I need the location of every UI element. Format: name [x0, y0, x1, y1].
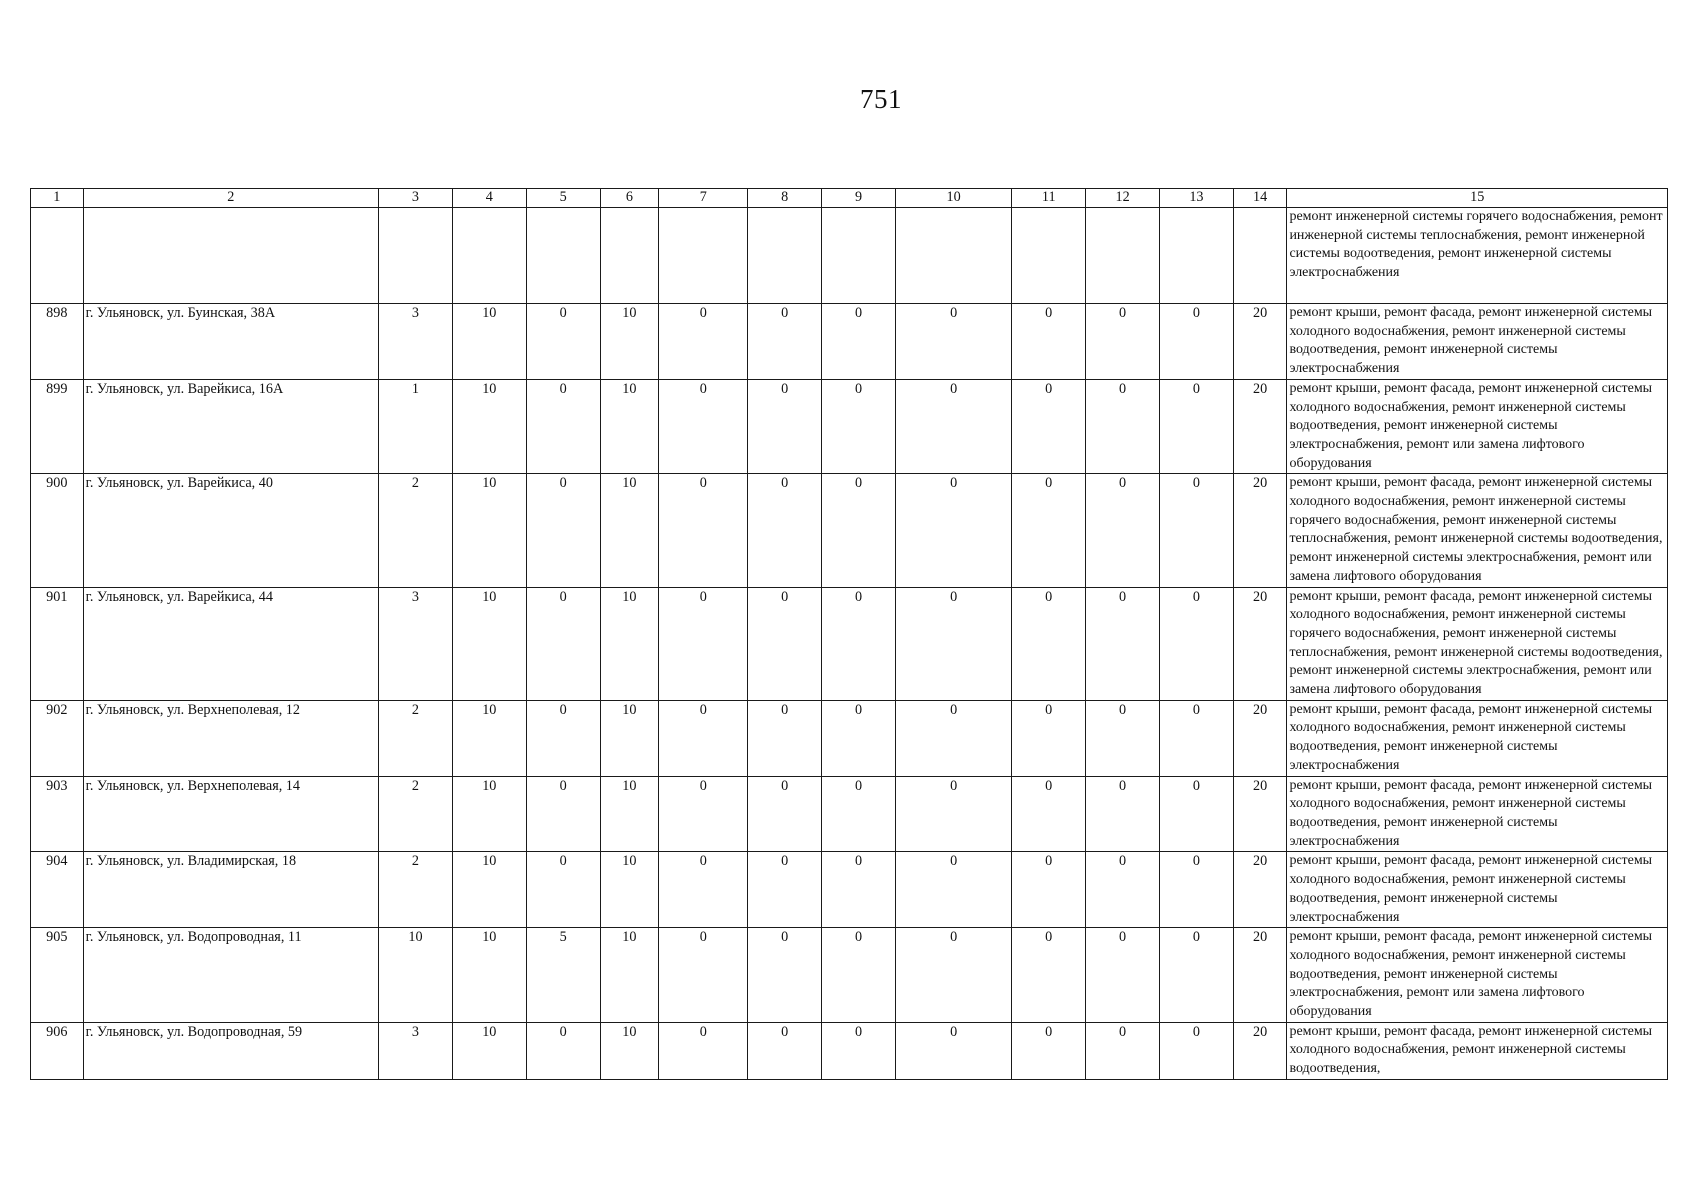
value-cell: 0: [1012, 379, 1086, 474]
value-cell: 20: [1233, 1022, 1287, 1079]
value-cell: 0: [822, 852, 896, 928]
value-cell: 0: [659, 474, 748, 587]
value-cell: 0: [1086, 700, 1160, 776]
column-number: 12: [1086, 189, 1160, 208]
address-cell: г. Ульяновск, ул. Варейкиса, 40: [83, 474, 378, 587]
value-cell: 0: [895, 700, 1011, 776]
value-cell: 20: [1233, 379, 1287, 474]
value-cell: 0: [1012, 852, 1086, 928]
column-number: 11: [1012, 189, 1086, 208]
value-cell: 10: [452, 776, 526, 852]
value-cell: 0: [1012, 587, 1086, 700]
value-cell: 3: [379, 1022, 453, 1079]
address-cell: г. Ульяновск, ул. Верхнеполевая, 12: [83, 700, 378, 776]
value-cell: 0: [748, 587, 822, 700]
value-cell: 0: [822, 474, 896, 587]
value-cell: 10: [600, 852, 659, 928]
value-cell: 10: [600, 700, 659, 776]
column-number: 10: [895, 189, 1011, 208]
address-cell: г. Ульяновск, ул. Варейкиса, 16А: [83, 379, 378, 474]
address-cell: г. Ульяновск, ул. Буинская, 38А: [83, 304, 378, 380]
value-cell: 0: [526, 304, 600, 380]
value-cell: 0: [1159, 928, 1233, 1023]
value-cell: 0: [1086, 474, 1160, 587]
value-cell: 20: [1233, 587, 1287, 700]
row-id: 901: [31, 587, 84, 700]
value-cell: 0: [895, 474, 1011, 587]
row-id: 898: [31, 304, 84, 380]
column-number: 4: [452, 189, 526, 208]
value-cell: 0: [1159, 1022, 1233, 1079]
table-row: [31, 587, 1668, 700]
value-cell: 0: [1012, 1022, 1086, 1079]
value-cell: 10: [452, 379, 526, 474]
works-cell: ремонт крыши, ремонт фасада, ремонт инженерной системы холодного водоснабжения, ремонт инженерной системы водоотведения, ремонт инженерной системы электроснабжения: [1287, 304, 1668, 380]
value-cell: 10: [600, 474, 659, 587]
page-number: 751: [860, 84, 902, 114]
value-cell: 0: [1086, 776, 1160, 852]
value-cell: 10: [452, 928, 526, 1023]
works-cell: ремонт крыши, ремонт фасада, ремонт инженерной системы холодного водоснабжения, ремонт инженерной системы горячего водоснабжения, ремонт инженерной системы теплоснабжения, ремонт инженерной системы водоотведения, ремонт инженерной системы электроснабжения, ремонт или замена лифтового оборудования: [1287, 474, 1668, 587]
works-cell: ремонт крыши, ремонт фасада, ремонт инженерной системы холодного водоснабжения, ремонт инженерной системы водоотведения,: [1287, 1022, 1668, 1079]
value-cell: 0: [748, 379, 822, 474]
value-cell: 0: [1159, 776, 1233, 852]
column-number: 1: [31, 189, 84, 208]
value-cell: 0: [1159, 700, 1233, 776]
works-cell: ремонт крыши, ремонт фасада, ремонт инженерной системы холодного водоснабжения, ремонт инженерной системы водоотведения, ремонт инженерной системы электроснабжения, ремонт или замена лифтового оборудования: [1287, 379, 1668, 474]
value-cell: 0: [822, 700, 896, 776]
address-cell: г. Ульяновск, ул. Верхнеполевая, 14: [83, 776, 378, 852]
table-row: [31, 700, 1668, 776]
continuation-row: [31, 208, 1668, 304]
value-cell: 10: [600, 587, 659, 700]
value-cell: 0: [822, 304, 896, 380]
column-number: 5: [526, 189, 600, 208]
value-cell: 0: [526, 852, 600, 928]
value-cell: 0: [748, 474, 822, 587]
value-cell: 0: [895, 1022, 1011, 1079]
column-number: 14: [1233, 189, 1287, 208]
value-cell: 20: [1233, 852, 1287, 928]
value-cell: 0: [1012, 474, 1086, 587]
value-cell: 10: [600, 379, 659, 474]
value-cell: 10: [600, 928, 659, 1023]
value-cell: 0: [822, 587, 896, 700]
value-cell: 0: [659, 304, 748, 380]
repair-registry-table: [30, 188, 1668, 1080]
works-cell: ремонт крыши, ремонт фасада, ремонт инженерной системы холодного водоснабжения, ремонт инженерной системы водоотведения, ремонт инженерной системы электроснабжения, ремонт или замена лифтового оборудования: [1287, 928, 1668, 1023]
value-cell: 0: [659, 700, 748, 776]
address-cell: г. Ульяновск, ул. Владимирская, 18: [83, 852, 378, 928]
value-cell: 0: [1159, 474, 1233, 587]
value-cell: 2: [379, 700, 453, 776]
value-cell: 10: [600, 1022, 659, 1079]
value-cell: 0: [1086, 928, 1160, 1023]
value-cell: 10: [452, 1022, 526, 1079]
value-cell: 0: [526, 776, 600, 852]
value-cell: 20: [1233, 304, 1287, 380]
value-cell: 3: [379, 587, 453, 700]
value-cell: 0: [748, 776, 822, 852]
value-cell: 20: [1233, 928, 1287, 1023]
value-cell: 5: [526, 928, 600, 1023]
column-number: 3: [379, 189, 453, 208]
value-cell: 0: [822, 776, 896, 852]
value-cell: 0: [895, 304, 1011, 380]
value-cell: 0: [1086, 1022, 1160, 1079]
column-number: 15: [1287, 189, 1668, 208]
value-cell: 0: [1159, 304, 1233, 380]
value-cell: 20: [1233, 700, 1287, 776]
column-number: 6: [600, 189, 659, 208]
value-cell: 0: [895, 379, 1011, 474]
value-cell: 0: [526, 379, 600, 474]
value-cell: 0: [1159, 379, 1233, 474]
column-number: 8: [748, 189, 822, 208]
value-cell: 0: [1086, 379, 1160, 474]
value-cell: 0: [822, 928, 896, 1023]
value-cell: 0: [659, 1022, 748, 1079]
value-cell: 10: [600, 776, 659, 852]
works-cell: ремонт крыши, ремонт фасада, ремонт инженерной системы холодного водоснабжения, ремонт инженерной системы горячего водоснабжения, ремонт инженерной системы теплоснабжения, ремонт инженерной системы водоотведения, ремонт инженерной системы электроснабжения, ремонт или замена лифтового оборудования: [1287, 587, 1668, 700]
column-number: 9: [822, 189, 896, 208]
table-row: [31, 1022, 1668, 1079]
value-cell: 0: [526, 587, 600, 700]
row-id: 905: [31, 928, 84, 1023]
value-cell: 10: [452, 304, 526, 380]
value-cell: 3: [379, 304, 453, 380]
value-cell: 0: [659, 852, 748, 928]
value-cell: 0: [659, 776, 748, 852]
value-cell: 0: [526, 1022, 600, 1079]
value-cell: 10: [452, 852, 526, 928]
column-number-row: [31, 189, 1668, 208]
value-cell: 0: [659, 379, 748, 474]
works-cell: ремонт инженерной системы горячего водоснабжения, ремонт инженерной системы теплоснабжения, ремонт инженерной системы водоотведения, ремонт инженерной системы электроснабжения: [1287, 208, 1668, 304]
value-cell: 0: [1086, 304, 1160, 380]
address-cell: г. Ульяновск, ул. Водопроводная, 59: [83, 1022, 378, 1079]
value-cell: 2: [379, 474, 453, 587]
row-id: 899: [31, 379, 84, 474]
address-cell: г. Ульяновск, ул. Варейкиса, 44: [83, 587, 378, 700]
value-cell: 0: [526, 700, 600, 776]
works-cell: ремонт крыши, ремонт фасада, ремонт инженерной системы холодного водоснабжения, ремонт инженерной системы водоотведения, ремонт инженерной системы электроснабжения: [1287, 700, 1668, 776]
value-cell: 0: [895, 587, 1011, 700]
value-cell: 0: [748, 304, 822, 380]
value-cell: 0: [526, 474, 600, 587]
value-cell: 2: [379, 852, 453, 928]
value-cell: 2: [379, 776, 453, 852]
value-cell: 0: [748, 700, 822, 776]
address-cell: г. Ульяновск, ул. Водопроводная, 11: [83, 928, 378, 1023]
column-number: 7: [659, 189, 748, 208]
row-id: 906: [31, 1022, 84, 1079]
value-cell: 0: [1012, 700, 1086, 776]
value-cell: 0: [822, 379, 896, 474]
value-cell: 20: [1233, 776, 1287, 852]
value-cell: 0: [1159, 852, 1233, 928]
value-cell: 10: [452, 587, 526, 700]
value-cell: 0: [895, 928, 1011, 1023]
table-row: [31, 304, 1668, 380]
value-cell: 0: [748, 1022, 822, 1079]
table-row: [31, 379, 1668, 474]
value-cell: 10: [379, 928, 453, 1023]
table-row: [31, 776, 1668, 852]
table-row: [31, 928, 1668, 1023]
column-number: 2: [83, 189, 378, 208]
row-id: 903: [31, 776, 84, 852]
works-cell: ремонт крыши, ремонт фасада, ремонт инженерной системы холодного водоснабжения, ремонт инженерной системы водоотведения, ремонт инженерной системы электроснабжения: [1287, 852, 1668, 928]
value-cell: 0: [822, 1022, 896, 1079]
value-cell: 20: [1233, 474, 1287, 587]
row-id: 900: [31, 474, 84, 587]
value-cell: 0: [748, 928, 822, 1023]
value-cell: 0: [1012, 928, 1086, 1023]
value-cell: 10: [600, 304, 659, 380]
value-cell: 0: [659, 928, 748, 1023]
value-cell: 1: [379, 379, 453, 474]
works-cell: ремонт крыши, ремонт фасада, ремонт инженерной системы холодного водоснабжения, ремонт инженерной системы водоотведения, ремонт инженерной системы электроснабжения: [1287, 776, 1668, 852]
value-cell: 0: [1012, 304, 1086, 380]
row-id: 902: [31, 700, 84, 776]
value-cell: 0: [1086, 852, 1160, 928]
table-rows: [31, 304, 1668, 1080]
column-number: 13: [1159, 189, 1233, 208]
value-cell: 10: [452, 474, 526, 587]
table-row: [31, 852, 1668, 928]
value-cell: 0: [895, 852, 1011, 928]
table-row: [31, 474, 1668, 587]
row-id: 904: [31, 852, 84, 928]
value-cell: 0: [1159, 587, 1233, 700]
value-cell: 0: [1012, 776, 1086, 852]
value-cell: 0: [748, 852, 822, 928]
value-cell: 0: [1086, 587, 1160, 700]
value-cell: 10: [452, 700, 526, 776]
value-cell: 0: [895, 776, 1011, 852]
value-cell: 0: [659, 587, 748, 700]
